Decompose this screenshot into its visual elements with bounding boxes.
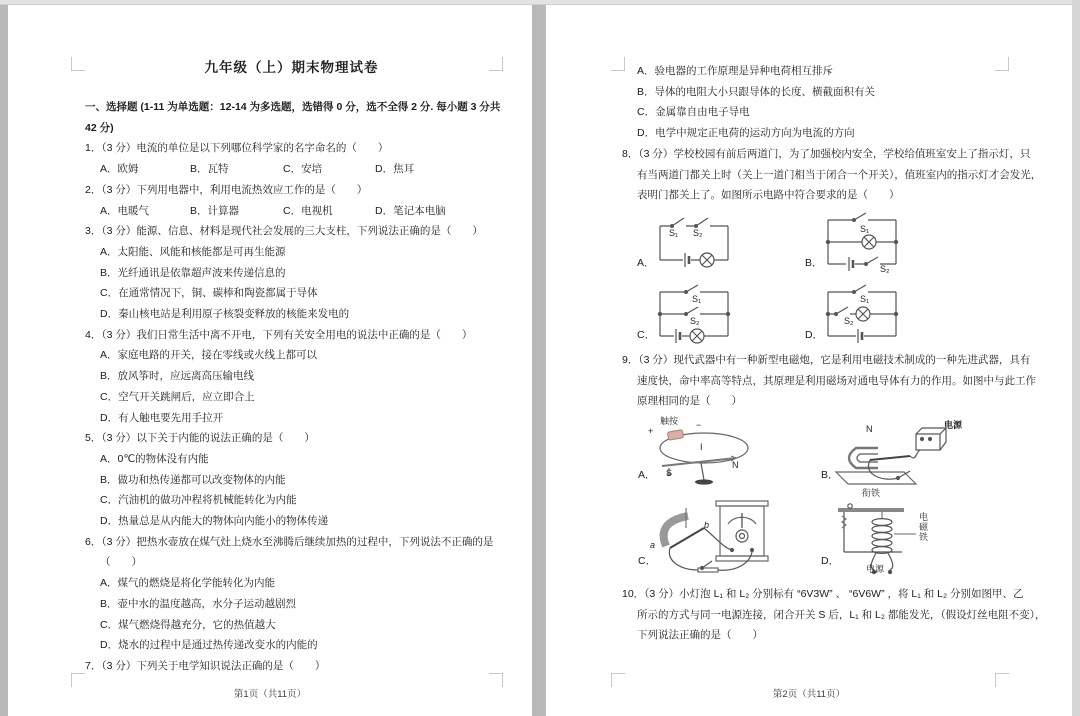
circuit-c-label: C． bbox=[637, 329, 656, 342]
question-9-stem: 9．（3 分）现代武器中有一种新型电磁炮，它是利用电磁技术制成的一种先进武器，具有 bbox=[622, 353, 1031, 366]
question-9-stem-cont: 原理相同的是（ ） bbox=[637, 395, 742, 408]
electromagnet-label: 电磁铁 bbox=[918, 512, 928, 543]
option-b: B．计算器 bbox=[190, 204, 240, 217]
crop-mark bbox=[71, 673, 85, 687]
power-supply-label: 电源 bbox=[866, 564, 885, 575]
option-c: C．煤气燃烧得越充分，它的热值越大 bbox=[100, 618, 276, 631]
option-c: C．汽油机的做功冲程将机械能转化为内能 bbox=[100, 494, 297, 507]
question-8-stem-cont: 表明门都关上了。如图所示电路中符合要求的是（ ） bbox=[637, 189, 900, 202]
question-10-stem-cont: 下列说法正确的是（ ） bbox=[637, 629, 763, 642]
page-2 bbox=[546, 5, 1072, 716]
option-d: D．电学中规定正电荷的运动方向为电流的方向 bbox=[637, 127, 855, 140]
question-8-stem-cont: 有当两道门都关上时（关上一道门相当于闭合一个开关），值班室内的指示灯才会发光， bbox=[637, 168, 1042, 181]
switch-s1-label: S₁ bbox=[669, 227, 679, 238]
option-a: A．欧姆 bbox=[100, 163, 139, 176]
induction-galvanometer-figure bbox=[642, 494, 792, 576]
option-a: A．电暖气 bbox=[100, 204, 150, 217]
current-loop-compass-figure bbox=[642, 420, 767, 488]
north-pole-label: N bbox=[732, 460, 739, 471]
q9-figures-row-1 bbox=[622, 418, 1020, 490]
question-9-stem-cont: 速度快，命中率高等特点，其原理是利用磁场对通电导体有力的作用。如图中与此工作 bbox=[637, 374, 1036, 387]
page-number: 第1页（共11页） bbox=[233, 689, 307, 700]
circuit-d-label: D． bbox=[805, 329, 824, 342]
page-1-text bbox=[85, 55, 501, 677]
option-a: A．家庭电路的开关，接在零线或火线上都可以 bbox=[100, 349, 318, 362]
conductor-in-field-figure bbox=[830, 420, 955, 490]
option-b: B．做功和热传递都可以改变物体的内能 bbox=[100, 473, 286, 486]
plus-label: + bbox=[648, 426, 654, 437]
page-title: 九年级（上）期末物理试卷 bbox=[204, 60, 379, 75]
switch-s1-label: S₁ bbox=[860, 223, 870, 234]
option-d: D．笔记本电脑 bbox=[375, 204, 446, 217]
north-pole-label: N bbox=[866, 424, 873, 435]
question-6-stem: 6．（3 分）把热水壶放在煤气灶上烧水至沸腾后继续加热的过程中，下列说法不正确的是 bbox=[85, 535, 494, 548]
question-1-options bbox=[85, 159, 498, 180]
page-2-text bbox=[622, 61, 1046, 646]
option-c: C．在通常情况下，铜、碳棒和陶瓷都属于导体 bbox=[100, 287, 318, 300]
switch-s2-label: S₂ bbox=[690, 315, 700, 326]
option-c: C．空气开关跳闸后，应立即合上 bbox=[100, 390, 255, 403]
question-3-stem: 3．（3 分）能源、信息、材料是现代社会发展的三大支柱，下列说法正确的是（ ） bbox=[85, 225, 483, 238]
minus-label: − bbox=[696, 420, 702, 431]
crop-mark bbox=[611, 673, 625, 687]
figure-b-label: B． bbox=[821, 469, 839, 482]
section-header-line: 42 分) bbox=[85, 121, 114, 134]
switch-s2-label: S₂ bbox=[693, 227, 703, 238]
figure-d-label: D． bbox=[821, 555, 840, 568]
figure-a-label: A． bbox=[638, 469, 656, 482]
option-d: D．有人触电要先用手拉开 bbox=[100, 411, 224, 424]
question-10-stem: 10．（3 分）小灯泡 L₁ 和 L₂ 分别标有 “6V3W” 、 “6V6W” ，将 L₁ 和 L₂ 分别如图甲、乙 bbox=[622, 588, 1024, 601]
circuit-a-label: A． bbox=[637, 257, 655, 270]
switch-s2-label: S₂ bbox=[880, 263, 890, 274]
scrollbar[interactable] bbox=[1072, 0, 1080, 716]
option-b: B．壶中水的温度越高，水分子运动越剧烈 bbox=[100, 597, 297, 610]
question-10-stem-cont: 所示的方式与同一电源连接，闭合开关 S 后，L₁ 和 L₂ 都能发光，（假设灯丝电阻不变）， bbox=[637, 608, 1046, 621]
figure-c-label: C． bbox=[638, 555, 657, 568]
crop-mark bbox=[995, 673, 1009, 687]
power-supply-label: 电源 bbox=[944, 420, 963, 431]
point-a-label: a bbox=[650, 540, 656, 551]
option-d: D．烧水的过程中是通过热传递改变水的内能的 bbox=[100, 639, 318, 652]
option-b: B．放风筝时，应远离高压输电线 bbox=[100, 370, 255, 383]
q9-figures-row-2 bbox=[622, 488, 1020, 576]
q8-circuits-row-2 bbox=[622, 282, 1020, 350]
circuit-diagram-a bbox=[652, 212, 742, 270]
south-pole-label: S bbox=[666, 468, 673, 479]
option-a: A．太阳能、风能和核能都是可再生能源 bbox=[100, 245, 286, 258]
page-number: 第2页（共11页） bbox=[772, 689, 846, 700]
question-5-stem: 5．（3 分）以下关于内能的说法正确的是（ ） bbox=[85, 432, 315, 445]
switch-s1-label: S₁ bbox=[860, 293, 870, 304]
option-c: C．安培 bbox=[283, 163, 323, 176]
option-c: C．电视机 bbox=[283, 204, 333, 217]
option-a: A．煤气的燃烧是将化学能转化为内能 bbox=[100, 577, 276, 590]
question-7-stem: 7．（3 分）下列关于电学知识说法正确的是（ ） bbox=[85, 659, 326, 672]
switch-s2-label: S₂ bbox=[844, 315, 854, 326]
q8-circuits-row-1 bbox=[622, 210, 1020, 278]
question-6-stem-cont: （ ） bbox=[100, 556, 142, 569]
current-label: I bbox=[700, 442, 703, 453]
circuit-diagram-b bbox=[820, 212, 910, 276]
switch-s1-label: S₁ bbox=[692, 293, 702, 304]
circuit-b-label: B． bbox=[805, 257, 823, 270]
option-d: D．秦山核电站是利用原子核裂变释放的核能来发电的 bbox=[100, 308, 350, 321]
armature-label: 衔铁 bbox=[862, 488, 881, 499]
question-2-stem: 2．（3 分）下列用电器中，利用电流热效应工作的是（ ） bbox=[85, 183, 368, 196]
option-a: A．0℃的物体没有内能 bbox=[100, 452, 209, 465]
point-b-label: b bbox=[704, 520, 710, 531]
option-b: B．导体的电阻大小只跟导体的长度、横截面积有关 bbox=[637, 85, 876, 98]
option-a: A．验电器的工作原理是异种电荷相互排斥 bbox=[637, 65, 834, 77]
question-1-stem: 1．（3 分）电流的单位是以下列哪位科学家的名字命名的（ ） bbox=[85, 142, 389, 155]
page-1 bbox=[8, 5, 532, 716]
question-2-options bbox=[85, 201, 498, 222]
section-header-line: 一、选择题 (1-11 为单选题：12-14 为多选题，选错得 0 分，选不全得 2 分. 每小题 3 分共 bbox=[85, 101, 501, 113]
touch-label: 触按 bbox=[660, 416, 679, 427]
option-d: D．热量总是从内能大的物体向内能小的物体传递 bbox=[100, 515, 329, 528]
question-8-stem: 8．（3 分）学校校园有前后两道门，为了加强校内安全，学校给值班室安上了指示灯，只 bbox=[622, 147, 1031, 160]
question-4-stem: 4．（3 分）我们日常生活中离不开电，下列有关安全用电的说法中正确的是（ ） bbox=[85, 328, 473, 341]
option-d: D．焦耳 bbox=[375, 163, 415, 176]
option-c: C．金属靠自由电子导电 bbox=[637, 106, 750, 119]
option-b: B．光纤通讯是依靠超声波来传递信息的 bbox=[100, 266, 286, 279]
option-b: B．瓦特 bbox=[190, 163, 229, 176]
crop-mark bbox=[71, 57, 85, 71]
